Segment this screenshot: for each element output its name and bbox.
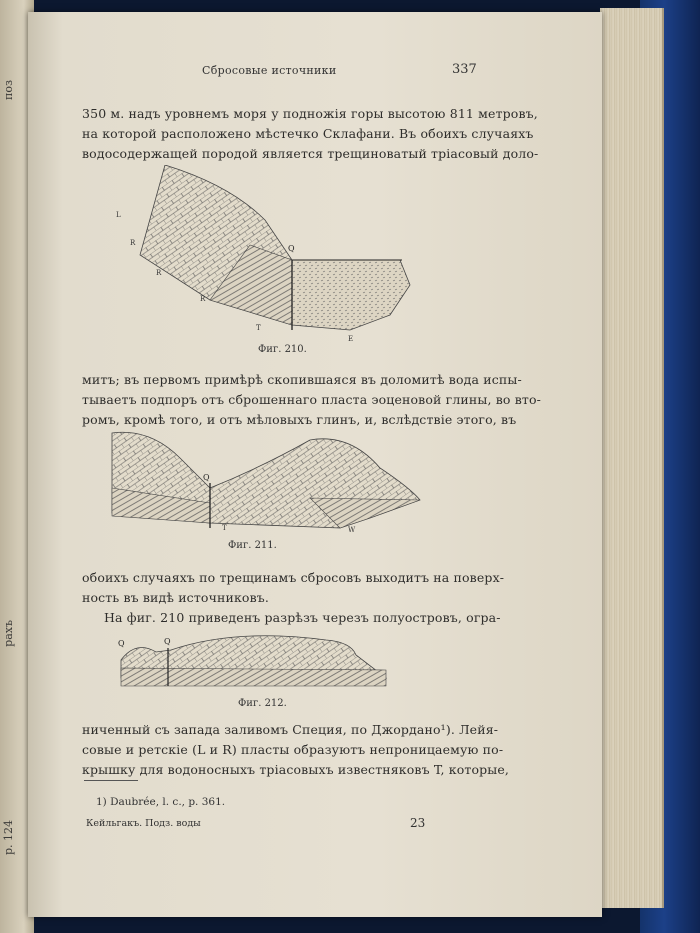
- text-line: ность въ видѣ источниковъ.: [82, 590, 269, 605]
- page-number: 337: [452, 62, 477, 77]
- left-page-fragment: рахъ: [2, 620, 15, 647]
- footer-signature: Кейльгакъ. Подз. воды: [86, 818, 201, 829]
- figure-caption: Фиг. 212.: [238, 698, 287, 709]
- fig212-label-Q: Q: [118, 639, 125, 648]
- fig210-label-L: L: [116, 211, 121, 219]
- text-line: митъ; въ первомъ примѣрѣ скопившаяся въ доломитѣ вода испы-: [82, 372, 522, 387]
- text-line: обоихъ случаяхъ по трещинамъ сбросовъ выходитъ на поверх-: [82, 570, 505, 585]
- sheet-number: 23: [410, 816, 426, 830]
- fig210-label-R: R: [200, 295, 206, 303]
- running-header: Сбросовые источники: [202, 64, 337, 77]
- footnote: 1) Daubrée, l. c., p. 361.: [96, 796, 226, 808]
- text-line: ниченный съ запада заливомъ Специя, по Джордано¹). Лейя-: [82, 722, 499, 737]
- text-line: крышку для водоносныхъ тріасовыхъ известняковъ T, которые,: [82, 762, 510, 777]
- fig212-label-Q: Q: [164, 637, 171, 646]
- page-edges: [600, 8, 664, 908]
- fig210-label-E: E: [348, 335, 354, 343]
- figure-212: [116, 630, 406, 690]
- text-line: 350 м. надъ уровнемъ моря у подножія горы высотою 811 метровъ,: [82, 106, 538, 121]
- text-line: На фиг. 210 приведенъ разрѣзъ черезъ полуостровъ, огра-: [104, 610, 501, 625]
- text-line: ромъ, кромѣ того, и отъ мѣловыхъ глинъ, и, вслѣдствіе этого, въ: [82, 412, 517, 427]
- fig211-label-Q: Q: [203, 473, 210, 482]
- fig211-label-W: W: [348, 526, 356, 533]
- footnote-rule: [84, 780, 138, 781]
- figure-210: [110, 165, 420, 350]
- fig210-label-Q: Q: [288, 244, 295, 253]
- fig210-label-R: R: [156, 269, 162, 277]
- text-line: тываетъ подпоръ отъ сброшеннаго пласта эоценовой глины, во вто-: [82, 392, 542, 407]
- fig210-label-R: R: [130, 239, 136, 247]
- left-page-fragment: поз: [2, 80, 15, 100]
- figure-caption: Фиг. 210.: [258, 344, 307, 355]
- text-line: совые и ретскіе (L и R) пласты образуютъ непроницаемую по-: [82, 742, 504, 757]
- figure-caption: Фиг. 211.: [228, 540, 277, 551]
- text-line: водосодержащей породой является трещиноватый тріасовый доло-: [82, 146, 539, 161]
- left-page-fragment: р. 124: [2, 820, 15, 856]
- fig210-label-T: T: [256, 324, 261, 332]
- text-line: на которой расположено мѣстечко Склафани. Въ обоихъ случаяхъ: [82, 126, 534, 141]
- figure-211: [110, 428, 430, 533]
- fig211-label-T: T: [222, 524, 227, 532]
